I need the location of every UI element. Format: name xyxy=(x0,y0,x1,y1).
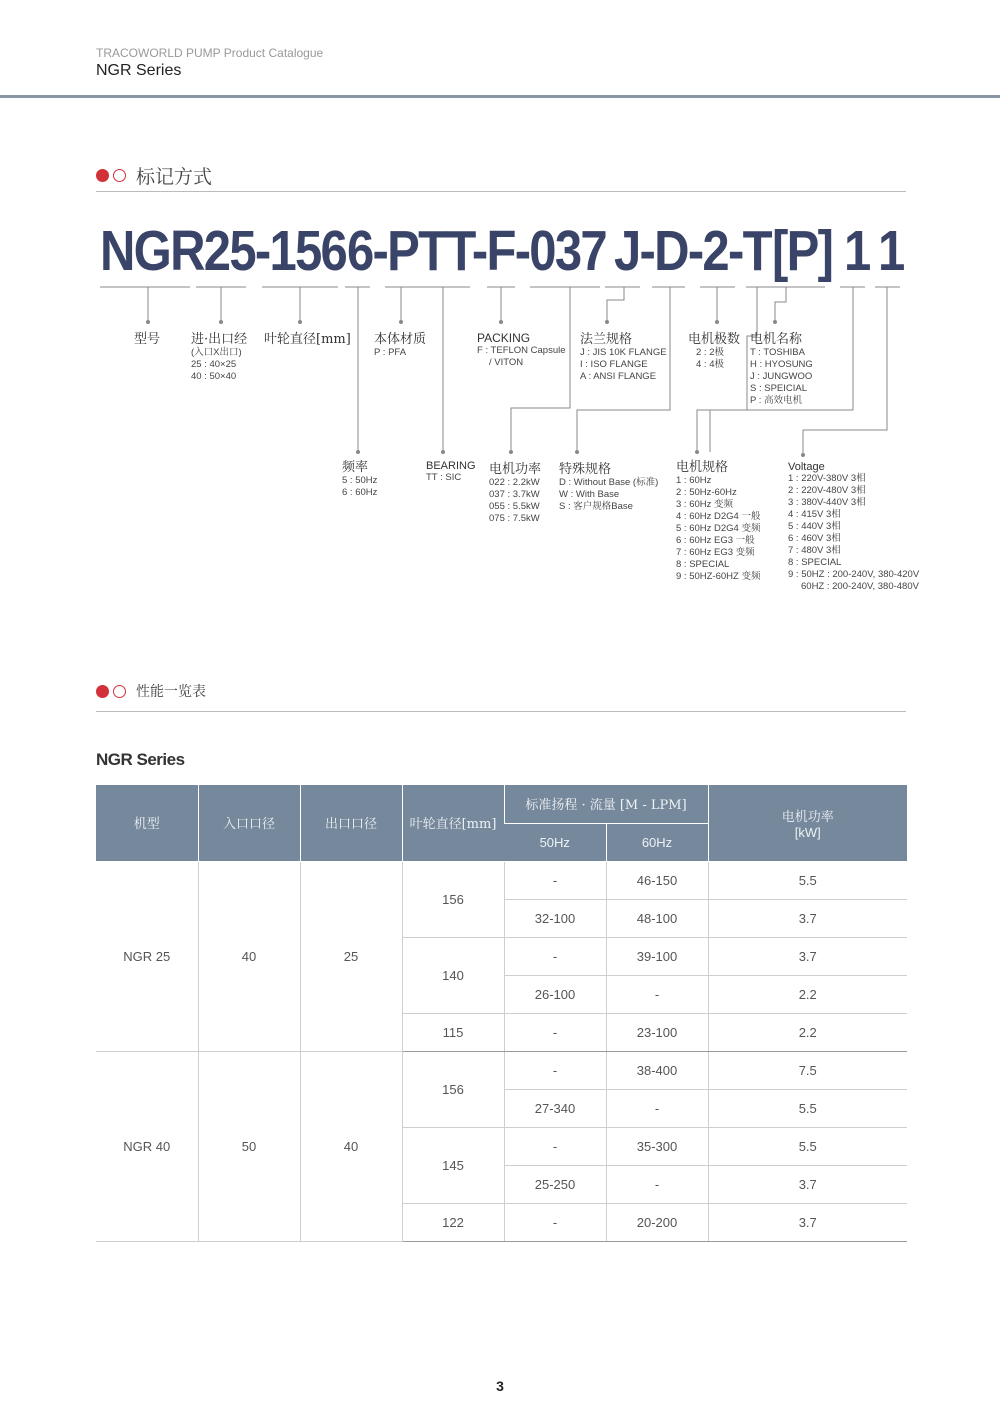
cell-50hz: 32-100 xyxy=(504,899,606,937)
cell-50hz: - xyxy=(504,1127,606,1165)
cell-50hz: - xyxy=(504,1203,606,1241)
section-title: 性能一览表 xyxy=(136,684,206,700)
cell-power: 7.5 xyxy=(708,1051,907,1089)
label-motor-spec: 电机规格 1 : 60Hz 2 : 50Hz-60Hz 3 : 60Hz 变频 4 : 60Hz D2G4 一般 5 : 60Hz D2G4 变频 6 : 60Hz EG3 一般 7 : 60Hz EG3 变频 8 : SPECIAL 9 : 50HZ-60HZ 变频 xyxy=(676,460,761,582)
cell-50hz: - xyxy=(504,1013,606,1051)
cell-60hz: 23-100 xyxy=(606,1013,708,1051)
cell-60hz: 20-200 xyxy=(606,1203,708,1241)
header-power: 电机功率 [kW] xyxy=(708,785,907,861)
cell-inlet: 50 xyxy=(198,1051,300,1241)
performance-table-body xyxy=(96,861,907,1241)
cell-inlet: 40 xyxy=(198,861,300,1051)
cell-impeller: 140 xyxy=(402,937,504,1013)
cell-power: 3.7 xyxy=(708,899,907,937)
cell-50hz: - xyxy=(504,1051,606,1089)
cell-50hz: 25-250 xyxy=(504,1165,606,1203)
label-bearing: BEARING TT : SIC xyxy=(426,460,476,483)
code-part-motorname: [P] xyxy=(772,219,833,283)
cell-60hz: 39-100 xyxy=(606,937,708,975)
cell-60hz: - xyxy=(606,1089,708,1127)
cell-50hz: - xyxy=(504,861,606,899)
cell-outlet: 25 xyxy=(300,861,402,1051)
header-inlet: 入口口径 xyxy=(198,785,300,861)
header-head-flow: 标准扬程 · 流量 [M - LPM] xyxy=(504,785,708,823)
cell-60hz: 48-100 xyxy=(606,899,708,937)
section-heading-performance xyxy=(96,681,206,701)
table-row xyxy=(96,1051,907,1089)
cell-50hz: - xyxy=(504,937,606,975)
label-packing: PACKING F : TEFLON Capsule / VITON xyxy=(477,331,566,368)
cell-model: NGR 40 xyxy=(96,1051,198,1241)
code-part-motor: J-D-2-T xyxy=(614,219,771,283)
cell-power: 3.7 xyxy=(708,1203,907,1241)
code-part-model: NGR25-156 xyxy=(100,219,347,283)
section-divider xyxy=(96,711,906,712)
cell-power: 5.5 xyxy=(708,1127,907,1165)
red-ring-icon xyxy=(113,685,126,698)
label-material: 本体材质 P : PFA xyxy=(374,332,427,358)
header-outlet: 出口口径 xyxy=(300,785,402,861)
cell-impeller: 122 xyxy=(402,1203,504,1241)
cell-60hz: 35-300 xyxy=(606,1127,708,1165)
performance-table xyxy=(96,785,907,1242)
series-title: NGR Series xyxy=(96,62,182,79)
code-part-mid: 6-PTT-F-037 xyxy=(347,219,606,283)
cell-impeller: 156 xyxy=(402,1051,504,1127)
cell-power: 5.5 xyxy=(708,1089,907,1127)
cell-power: 2.2 xyxy=(708,975,907,1013)
cell-power: 3.7 xyxy=(708,1165,907,1203)
label-impeller: 叶轮直径[mm] xyxy=(264,332,351,347)
catalogue-supertitle: TRACOWORLD PUMP Product Catalogue xyxy=(96,46,324,60)
cell-model: NGR 25 xyxy=(96,861,198,1051)
label-voltage: Voltage 1 : 220V-380V 3相 2 : 220V-480V 3相 3 : 380V-440V 3相 4 : 415V 3相 5 : 440V 3相 6 : 460V 3相 7 : 480V 3相 8 : SPECIAL 9 : 50HZ : 200-240V, 380-420V 60HZ : 200-240V, 380-480V xyxy=(788,461,920,592)
header-impeller: 叶轮直径[mm] xyxy=(402,785,504,861)
section-title: 标记方式 xyxy=(136,166,213,188)
cell-power: 2.2 xyxy=(708,1013,907,1051)
page-number: 3 xyxy=(496,1378,504,1394)
label-poles: 电机极数 2 : 2极 4 : 4极 xyxy=(688,332,741,370)
cell-60hz: - xyxy=(606,1165,708,1203)
label-flange: 法兰规格 J : JIS 10K FLANGE I : ISO FLANGE A : ANSI FLANGE xyxy=(580,332,667,382)
table-title: NGR Series xyxy=(96,750,185,769)
label-motor-name: 电机名称 T : TOSHIBA H : HYOSUNG J : JUNGWOO S : SPEICIAL P : 高效电机 xyxy=(750,332,813,406)
cell-60hz: 46-150 xyxy=(606,861,708,899)
code-part-voltage: 1 xyxy=(878,219,904,283)
cell-50hz: 26-100 xyxy=(504,975,606,1013)
table-row xyxy=(96,861,907,899)
cell-50hz: 27-340 xyxy=(504,1089,606,1127)
label-frequency: 频率 5 : 50Hz 6 : 60Hz xyxy=(342,460,378,498)
cell-impeller: 156 xyxy=(402,861,504,937)
cell-60hz: - xyxy=(606,975,708,1013)
cell-impeller: 115 xyxy=(402,1013,504,1051)
label-model: 型号 xyxy=(134,332,161,347)
cell-power: 5.5 xyxy=(708,861,907,899)
red-dot-icon xyxy=(96,685,109,698)
code-part-spec: 1 xyxy=(844,219,870,283)
cell-outlet: 40 xyxy=(300,1051,402,1241)
header-model: 机型 xyxy=(96,785,198,861)
label-port-size: 进·出口经 (入口X出口) 25 : 40×25 40 : 50×40 xyxy=(191,332,248,382)
cell-power: 3.7 xyxy=(708,937,907,975)
header-50hz: 50Hz xyxy=(504,823,606,861)
cell-impeller: 145 xyxy=(402,1127,504,1203)
header-60hz: 60Hz xyxy=(606,823,708,861)
cell-60hz: 38-400 xyxy=(606,1051,708,1089)
label-special-spec: 特殊规格 D : Without Base (标准) W : With Base S : 客户规格Base xyxy=(559,462,659,512)
label-motor-power: 电机功率 022 : 2.2kW 037 : 3.7kW 055 : 5.5kW 075 : 7.5kW xyxy=(489,462,542,524)
